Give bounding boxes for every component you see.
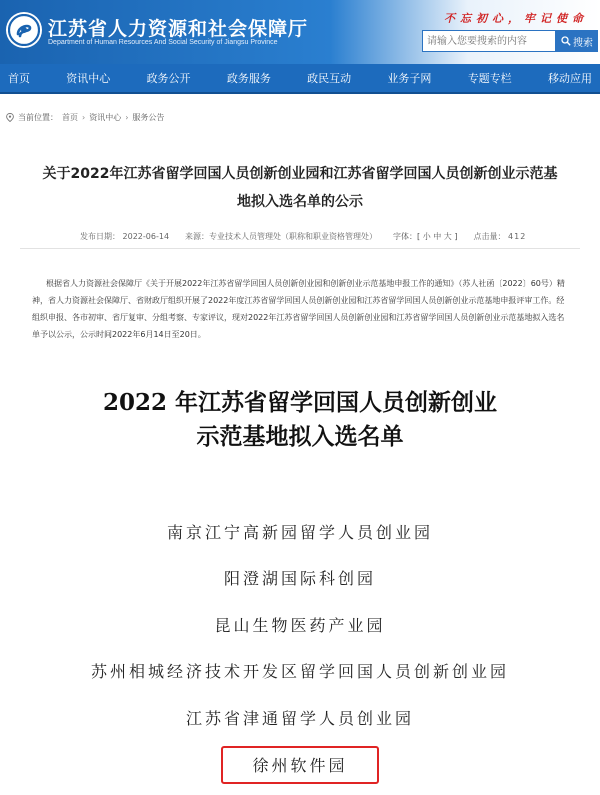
nav-item-gov-service[interactable]: 政务服务 bbox=[226, 72, 271, 85]
site-subtitle: Department of Human Resources And Social Security of Jiangsu Province bbox=[48, 39, 278, 46]
article-body: 根据省人力资源社会保障厅《关于开展2022年江苏省留学回国人员创新创业园和创新创业示范基地申报工作的通知》（苏人社函〔2022〕60号）精神，省人力资源社会保障厅、省财政厅组织开展了2022年度江苏省留学回国人员创新创业园和江苏省留学回国人员创新创业示范基地申报评审工作。经组织申报、各市初审、省厅复审、分组考察、专家评议，现对2022年江苏省留学回国人员创新创业园和江苏省留学回国人员创新创业示范基地拟入选名单予以公示，公示时间2022年6月14日至20日。 bbox=[32, 279, 565, 339]
list-item: 南京江宁高新园留学人员创业园 bbox=[166, 523, 433, 542]
search-icon bbox=[561, 36, 571, 46]
search-input[interactable] bbox=[422, 30, 556, 52]
nav-item-subsites[interactable]: 业务子网 bbox=[387, 72, 432, 85]
font-size-switcher[interactable]: 字体：[ 小 中 大 ] bbox=[393, 232, 458, 241]
article-title-line: 地拟入选名单的公示 bbox=[237, 194, 363, 210]
list-item: 徐州软件园 bbox=[252, 756, 348, 775]
nav-item-news[interactable]: 资讯中心 bbox=[66, 72, 111, 85]
article-source: 来源：专业技术人员管理处（职称和职业资格管理处） bbox=[185, 232, 378, 241]
article-title-line: 关于2022年江苏省留学回国人员创新创业园和江苏省留学回国人员创新创业示范基 bbox=[42, 166, 558, 182]
nav-item-gov-open[interactable]: 政务公开 bbox=[146, 72, 191, 85]
list-title bbox=[0, 386, 600, 454]
list-item: 昆山生物医药产业园 bbox=[214, 616, 386, 635]
site-header bbox=[0, 0, 600, 64]
highlight-box bbox=[221, 746, 379, 784]
breadcrumb bbox=[6, 112, 164, 123]
breadcrumb-news[interactable]: 资讯中心 bbox=[89, 113, 122, 122]
article-title bbox=[20, 160, 580, 216]
breadcrumb-prefix: 当前位置： bbox=[18, 113, 58, 122]
nav-item-mobile[interactable]: 移动应用 bbox=[547, 72, 592, 85]
list-item: 江苏省津通留学人员创业园 bbox=[185, 709, 414, 728]
article-meta bbox=[80, 231, 560, 242]
list-title-line: 2022 年江苏省留学回国人员创新创业 bbox=[102, 389, 498, 416]
list-item: 苏州相城经济技术开发区留学回国人员创新创业园 bbox=[90, 662, 509, 681]
publish-date: 发布日期： 2022-06-14 bbox=[80, 232, 170, 241]
breadcrumb-home[interactable]: 首页 bbox=[62, 113, 78, 122]
breadcrumb-separator: › bbox=[125, 113, 129, 122]
main-nav bbox=[0, 64, 600, 94]
site-logo[interactable] bbox=[6, 12, 42, 48]
nav-item-interaction[interactable]: 政民互动 bbox=[307, 72, 352, 85]
site-title[interactable]: 江苏省人力资源和社会保障厅 bbox=[48, 18, 309, 40]
breadcrumb-announcements[interactable]: 服务公告 bbox=[132, 113, 165, 122]
clicks-count: 412 bbox=[508, 232, 527, 241]
logo-emblem-icon bbox=[8, 14, 40, 46]
breadcrumb-separator: › bbox=[82, 113, 86, 122]
list-title-line: 示范基地拟入选名单 bbox=[196, 423, 404, 450]
meta-divider bbox=[20, 248, 580, 249]
nav-item-topics[interactable]: 专题专栏 bbox=[467, 72, 512, 85]
slogan: 不忘初心，牢记使命 bbox=[444, 12, 588, 25]
nav-item-home[interactable]: 首页 bbox=[8, 72, 30, 85]
clicks-label bbox=[473, 231, 526, 242]
clicks-label-text: 点击量： bbox=[473, 232, 506, 241]
search-button[interactable] bbox=[556, 30, 598, 52]
search-button-label: 搜索 bbox=[573, 37, 593, 49]
list-item: 阳澄湖国际科创园 bbox=[223, 569, 376, 588]
location-pin-icon bbox=[6, 113, 14, 122]
